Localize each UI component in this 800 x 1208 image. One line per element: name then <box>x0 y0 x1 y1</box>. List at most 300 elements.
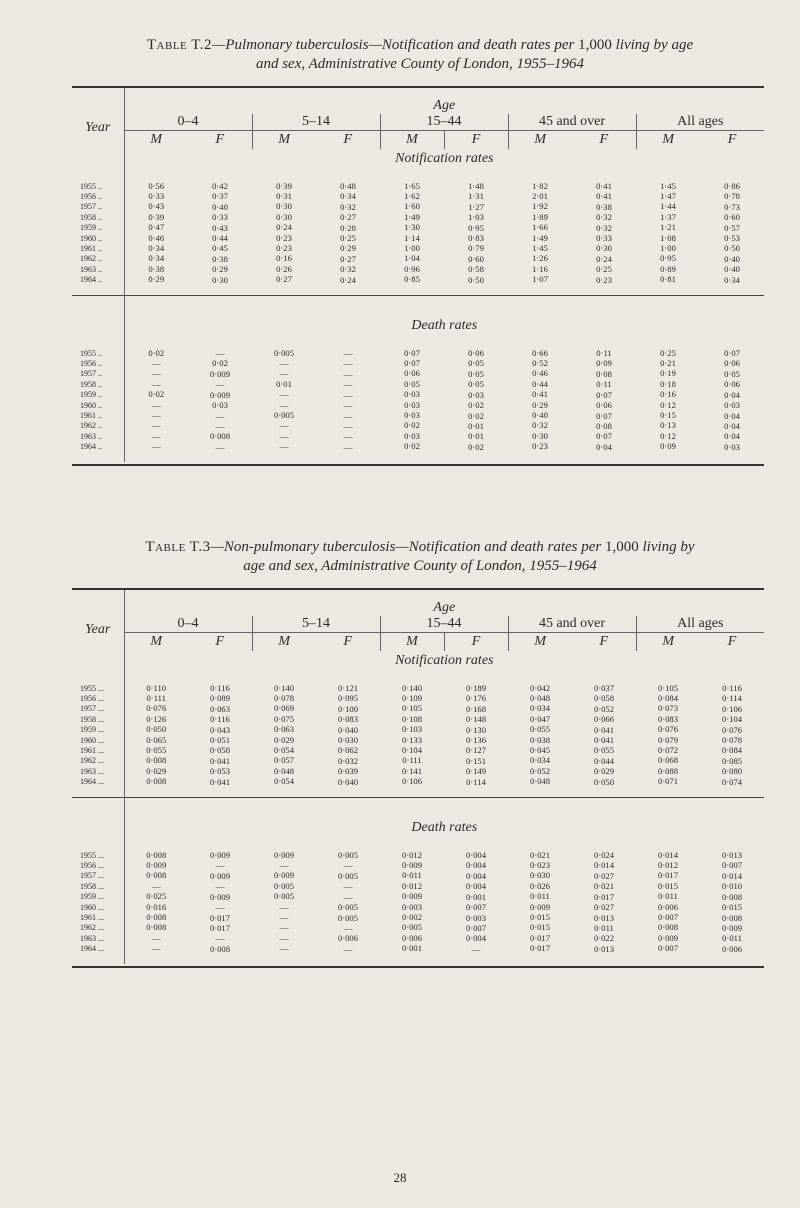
value-cell: 0·29 <box>532 399 548 410</box>
value-cell: 0·30 <box>276 211 292 222</box>
value-cell: 0·01 <box>468 420 484 431</box>
value-cell: — <box>279 441 289 452</box>
sex-header: F <box>188 633 252 652</box>
value-cell: 0·015 <box>529 922 551 933</box>
value-cell: 0·79 <box>468 243 484 254</box>
value-cell: — <box>343 891 353 902</box>
value-cell: 0·39 <box>148 211 165 222</box>
value-cell: 0·01 <box>468 431 484 442</box>
table-row <box>72 683 764 693</box>
value-cell: 0·38 <box>148 263 165 274</box>
value-cell: 0·50 <box>468 274 484 285</box>
value-cell: 0·08 <box>596 368 612 379</box>
value-cell: 0·008 <box>146 755 167 766</box>
value-cell: 0·058 <box>209 745 231 756</box>
value-cell: 0·23 <box>596 274 612 285</box>
value-cell: 0·06 <box>724 379 740 390</box>
value-cell: 0·04 <box>724 420 740 431</box>
value-cell: 0·03 <box>724 400 740 411</box>
age-group-header: 45 and over <box>508 114 636 131</box>
value-cell: 0·05 <box>724 368 740 379</box>
value-cell: 0·006 <box>722 943 743 954</box>
value-cell: 0·003 <box>465 912 487 923</box>
age-group-header: 5–14 <box>252 616 380 633</box>
value-cell: 0·015 <box>529 912 551 922</box>
value-cell: 0·004 <box>465 850 487 861</box>
sex-header: M <box>380 131 444 150</box>
year-cell: 1956 .. <box>72 358 124 368</box>
value-cell: — <box>215 348 225 359</box>
year-cell: 1959 .. <box>72 390 124 400</box>
value-cell: 1·26 <box>532 253 548 264</box>
value-cell: 0·054 <box>273 744 295 755</box>
value-cell: 0·041 <box>593 724 615 735</box>
value-cell: 0·31 <box>276 190 292 201</box>
year-cell: 1964 .. <box>72 275 124 285</box>
value-cell: 0·83 <box>468 233 484 244</box>
value-cell: 0·057 <box>273 755 295 766</box>
value-cell: 1·03 <box>468 212 484 223</box>
year-cell: 1963 ... <box>72 766 124 776</box>
value-cell: 0·21 <box>660 357 676 368</box>
table-row <box>72 358 764 368</box>
value-cell: — <box>279 943 289 954</box>
value-cell: 0·027 <box>593 870 615 881</box>
age-header: Age <box>124 589 764 616</box>
value-cell: 0·004 <box>465 881 487 892</box>
year-cell: 1961 .. <box>72 411 124 421</box>
value-cell: 0·032 <box>337 755 359 766</box>
value-cell: 0·32 <box>596 212 612 223</box>
value-cell: 0·012 <box>401 880 423 891</box>
value-cell: 0·41 <box>596 191 612 202</box>
value-cell: 0·011 <box>722 933 742 944</box>
table-row <box>72 212 764 222</box>
value-cell: 1·66 <box>532 222 548 233</box>
value-cell: 0·05 <box>468 368 484 379</box>
value-cell: 0·34 <box>148 242 165 253</box>
age-group-header: 5–14 <box>252 114 380 131</box>
value-cell: 0·072 <box>657 744 679 755</box>
value-cell: 0·055 <box>593 745 615 756</box>
year-cell: 1963 ... <box>72 933 124 943</box>
value-cell: 0·105 <box>401 703 423 714</box>
value-cell: 0·029 <box>593 766 615 777</box>
value-cell: 0·37 <box>212 191 228 202</box>
value-cell: 0·008 <box>146 870 167 881</box>
value-cell: 0·008 <box>146 849 167 860</box>
value-cell: 0·106 <box>401 776 423 787</box>
value-cell: 1·82 <box>532 180 548 191</box>
table-row <box>72 223 764 233</box>
table-row <box>72 254 764 264</box>
value-cell: 0·06 <box>404 368 420 379</box>
value-cell: 0·40 <box>212 201 228 212</box>
value-cell: 0·030 <box>337 735 359 746</box>
value-cell: 0·07 <box>724 348 740 359</box>
table-row <box>72 275 764 285</box>
value-cell: 0·95 <box>468 222 484 233</box>
value-cell: 0·051 <box>209 735 231 746</box>
value-cell: 0·074 <box>722 776 743 787</box>
value-cell: 0·078 <box>273 692 295 703</box>
page-number: 28 <box>393 1170 407 1185</box>
table-row <box>72 191 764 201</box>
value-cell: 0·05 <box>468 379 484 390</box>
value-cell: — <box>343 420 353 431</box>
value-cell: 0·56 <box>148 180 165 191</box>
value-cell: 0·12 <box>660 399 676 410</box>
value-cell: — <box>151 943 161 954</box>
value-cell: 0·16 <box>660 389 676 400</box>
section-title: Death rates <box>124 798 764 837</box>
value-cell: 0·048 <box>529 692 551 703</box>
value-cell: 0·068 <box>657 755 679 766</box>
value-cell: 0·02 <box>468 400 484 411</box>
year-cell: 1956 .. <box>72 191 124 201</box>
year-spacer <box>72 296 124 335</box>
value-cell: 0·045 <box>529 744 551 755</box>
value-cell: 0·029 <box>146 765 167 776</box>
value-cell: 1·14 <box>404 232 420 243</box>
value-cell: — <box>279 859 289 870</box>
value-cell: — <box>151 441 161 452</box>
value-cell: 0·027 <box>593 902 615 913</box>
value-cell: 0·40 <box>724 264 740 275</box>
value-cell: 0·02 <box>468 441 484 452</box>
value-cell: 0·39 <box>276 180 292 191</box>
table-row <box>72 871 764 881</box>
value-cell: 1·89 <box>532 211 548 222</box>
value-cell: — <box>151 368 161 379</box>
value-cell: 1·49 <box>404 211 420 222</box>
value-cell: 0·44 <box>532 378 548 389</box>
value-cell: — <box>343 410 353 421</box>
value-cell: 0·037 <box>593 683 615 693</box>
year-cell: 1960 ... <box>72 735 124 745</box>
value-cell: 0·07 <box>404 347 420 358</box>
table-row <box>72 421 764 431</box>
value-cell: 0·021 <box>529 849 551 860</box>
value-cell: 0·010 <box>722 881 743 892</box>
value-cell: 0·27 <box>340 253 356 264</box>
value-cell: 0·140 <box>401 682 423 693</box>
value-cell: 0·149 <box>465 766 487 777</box>
value-cell: 0·43 <box>212 222 228 233</box>
value-cell: 0·45 <box>212 243 228 254</box>
table-row <box>72 923 764 933</box>
value-cell: 0·004 <box>465 870 487 881</box>
value-cell: 0·27 <box>276 274 292 285</box>
value-cell: 0·008 <box>146 912 167 922</box>
year-cell: 1958 .. <box>72 212 124 222</box>
value-cell: 0·011 <box>530 891 550 902</box>
value-cell: 1·04 <box>404 253 420 264</box>
sex-header: M <box>662 132 675 147</box>
value-cell: 0·81 <box>660 274 676 285</box>
sex-header: M <box>662 634 675 649</box>
value-cell: — <box>279 932 289 943</box>
year-header: Year <box>72 589 124 669</box>
value-cell: 0·014 <box>593 860 615 871</box>
value-cell: — <box>151 420 161 431</box>
value-cell: 0·017 <box>593 891 615 902</box>
spacer-row <box>72 954 764 964</box>
spacer-row <box>72 285 764 296</box>
caption-text-c: living by age <box>611 37 694 53</box>
value-cell: 0·009 <box>657 932 679 943</box>
value-cell: 0·011 <box>658 891 678 902</box>
year-cell: 1955 .. <box>72 181 124 191</box>
value-cell: 0·050 <box>593 776 615 787</box>
value-cell: 0·009 <box>722 922 743 933</box>
value-cell: 0·004 <box>465 860 487 871</box>
value-cell: — <box>343 431 353 442</box>
sex-header: F <box>572 633 636 652</box>
table-row <box>72 714 764 724</box>
value-cell: 0·133 <box>401 734 423 745</box>
value-cell: 0·03 <box>468 389 484 400</box>
table-t2 <box>72 86 764 466</box>
year-cell: 1962 .. <box>72 421 124 431</box>
value-cell: 0·23 <box>276 232 292 243</box>
value-cell: 0·106 <box>722 703 743 714</box>
value-cell: 0·009 <box>529 901 551 912</box>
value-cell: 0·38 <box>212 253 228 264</box>
value-cell: 0·03 <box>212 400 228 411</box>
value-cell: 0·30 <box>276 201 292 212</box>
year-cell: 1960 .. <box>72 400 124 410</box>
value-cell: — <box>279 922 289 933</box>
table-row <box>72 233 764 243</box>
value-cell: 0·084 <box>722 745 743 756</box>
header-row-age <box>72 589 764 616</box>
table-row <box>72 902 764 912</box>
value-cell: 0·003 <box>401 901 423 912</box>
table-row <box>72 745 764 755</box>
spacer-row <box>72 836 764 850</box>
value-cell: 1·62 <box>404 190 420 201</box>
value-cell: 0·29 <box>148 274 165 285</box>
value-cell: 0·058 <box>593 693 615 704</box>
value-cell: 0·12 <box>660 430 676 441</box>
year-cell: 1964 .. <box>72 442 124 452</box>
section-title: Notification rates <box>395 151 494 166</box>
sex-header: F <box>727 634 737 649</box>
year-cell: 1957 ... <box>72 871 124 881</box>
value-cell: 0·009 <box>273 849 295 860</box>
value-cell: 0·076 <box>146 703 167 714</box>
value-cell: 0·38 <box>596 201 612 212</box>
value-cell: 1·60 <box>404 201 420 212</box>
table-row <box>72 850 764 860</box>
year-cell: 1958 .. <box>72 379 124 389</box>
spacer-row <box>72 334 764 348</box>
value-cell: 0·001 <box>465 891 487 902</box>
value-cell: 0·189 <box>465 683 487 693</box>
age-group-header: All ages <box>636 616 764 633</box>
value-cell: 0·041 <box>209 755 231 766</box>
value-cell: 0·089 <box>209 693 231 704</box>
value-cell: 0·41 <box>596 181 612 191</box>
table-bottom-rule <box>72 462 764 465</box>
value-cell: 0·042 <box>529 682 551 693</box>
spacer-row <box>72 167 764 181</box>
value-cell: 0·006 <box>401 932 423 943</box>
value-cell: 0·02 <box>148 347 165 358</box>
value-cell: 0·03 <box>404 410 420 420</box>
table-row <box>72 243 764 253</box>
value-cell: 0·005 <box>337 912 359 923</box>
value-cell: 0·28 <box>340 222 356 233</box>
value-cell: 0·017 <box>209 912 231 923</box>
value-cell: 0·023 <box>529 859 551 870</box>
value-cell: 0·017 <box>209 922 231 933</box>
value-cell: 0·062 <box>337 745 359 756</box>
caption-line-2: and sex, Administrative County of London, 1955–1964 <box>255 56 585 72</box>
value-cell: 1·08 <box>660 232 676 243</box>
value-cell: 0·05 <box>468 358 484 369</box>
table-row <box>72 777 764 787</box>
age-group-header: 0–4 <box>124 616 252 633</box>
value-cell: 0·039 <box>337 766 359 777</box>
caption-text-a: —Pulmonary tuberculosis—Notification and death rates per <box>212 37 579 53</box>
section-title: Death rates <box>124 296 764 335</box>
value-cell: 0·127 <box>465 745 487 756</box>
value-cell: 0·18 <box>660 378 676 389</box>
value-cell: 0·24 <box>596 253 612 264</box>
value-cell: 0·063 <box>209 703 231 714</box>
section-title-row <box>72 296 764 335</box>
value-cell: 0·09 <box>596 358 612 369</box>
value-cell: 0·008 <box>146 776 167 787</box>
year-cell: 1962 ... <box>72 923 124 933</box>
value-cell: 0·007 <box>657 912 679 922</box>
value-cell: 0·013 <box>722 850 743 861</box>
value-cell: 0·005 <box>273 891 295 902</box>
value-cell: 0·009 <box>146 859 167 870</box>
year-cell: 1956 ... <box>72 693 124 703</box>
value-cell: 0·011 <box>402 870 422 881</box>
value-cell: 0·022 <box>593 933 615 944</box>
year-cell: 1959 ... <box>72 725 124 735</box>
value-cell: — <box>279 430 289 441</box>
value-cell: 0·136 <box>465 735 487 746</box>
value-cell: 0·026 <box>529 880 551 891</box>
value-cell: 0·114 <box>466 776 486 787</box>
value-cell: 0·02 <box>212 358 228 369</box>
value-cell: 1·44 <box>660 201 676 212</box>
value-cell: 0·26 <box>276 263 292 274</box>
year-cell: 1961 ... <box>72 913 124 923</box>
value-cell: 0·73 <box>724 201 740 212</box>
value-cell: — <box>215 902 225 913</box>
value-cell: 0·109 <box>401 692 423 703</box>
value-cell: 0·055 <box>146 744 167 755</box>
value-cell: 0·96 <box>404 263 420 274</box>
value-cell: 1·92 <box>532 201 548 212</box>
value-cell: 0·30 <box>212 274 228 285</box>
header-row-sex <box>72 633 764 652</box>
caption-text-b: 1,000 <box>578 37 612 53</box>
value-cell: — <box>151 430 161 441</box>
value-cell: 0·012 <box>657 859 679 870</box>
value-cell: — <box>151 399 161 410</box>
value-cell: — <box>343 379 353 390</box>
value-cell: — <box>215 860 225 871</box>
value-cell: 0·011 <box>594 922 614 933</box>
value-cell: 1·30 <box>404 222 420 233</box>
value-cell: 0·11 <box>596 348 612 359</box>
value-cell: — <box>343 922 353 933</box>
value-cell: — <box>151 932 161 943</box>
table-row <box>72 881 764 891</box>
value-cell: — <box>343 400 353 411</box>
value-cell: 0·78 <box>724 191 740 202</box>
value-cell: 0·008 <box>146 922 167 933</box>
value-cell: 0·06 <box>724 358 740 369</box>
table-row <box>72 202 764 212</box>
value-cell: 0·063 <box>273 724 295 735</box>
value-cell: 0·005 <box>337 850 359 861</box>
value-cell: 0·052 <box>593 703 615 714</box>
value-cell: 0·03 <box>404 389 420 400</box>
value-cell: 0·29 <box>340 243 356 254</box>
value-cell: 1·37 <box>660 211 676 222</box>
value-cell: 0·03 <box>404 399 420 410</box>
value-cell: 0·47 <box>148 222 165 233</box>
value-cell: 0·52 <box>532 357 548 368</box>
year-cell: 1957 ... <box>72 704 124 714</box>
value-cell: — <box>215 933 225 944</box>
table-row <box>72 944 764 954</box>
value-cell: — <box>343 441 353 452</box>
value-cell: 0·130 <box>465 724 487 735</box>
value-cell: 0·009 <box>209 850 231 861</box>
value-cell: — <box>343 348 353 359</box>
value-cell: 0·27 <box>340 212 356 223</box>
value-cell: 0·040 <box>337 724 359 735</box>
value-cell: 0·007 <box>465 922 487 933</box>
value-cell: 0·053 <box>209 766 231 777</box>
value-cell: 0·50 <box>724 243 740 254</box>
value-cell: 0·30 <box>596 243 612 254</box>
value-cell: 0·025 <box>146 891 167 902</box>
value-cell: 0·071 <box>657 776 679 787</box>
value-cell: 0·02 <box>148 389 165 400</box>
value-cell: 0·076 <box>722 724 743 735</box>
value-cell: 1·07 <box>532 274 548 285</box>
value-cell: 0·055 <box>529 724 551 735</box>
value-cell: 0·009 <box>209 368 231 379</box>
table-row <box>72 892 764 902</box>
value-cell: — <box>471 943 481 954</box>
value-cell: 0·66 <box>532 347 548 358</box>
value-cell: 0·015 <box>722 902 743 913</box>
value-cell: 0·24 <box>276 222 292 233</box>
value-cell: 0·083 <box>337 714 359 725</box>
value-cell: 0·005 <box>273 410 295 420</box>
table-row <box>72 735 764 745</box>
table-row <box>72 693 764 703</box>
value-cell: — <box>215 441 225 452</box>
value-cell: 0·11 <box>596 379 612 390</box>
value-cell: 0·009 <box>209 870 231 881</box>
value-cell: 0·02 <box>468 410 484 421</box>
value-cell: 0·008 <box>722 891 743 902</box>
value-cell: 0·034 <box>529 755 551 766</box>
value-cell: 0·006 <box>657 901 679 912</box>
